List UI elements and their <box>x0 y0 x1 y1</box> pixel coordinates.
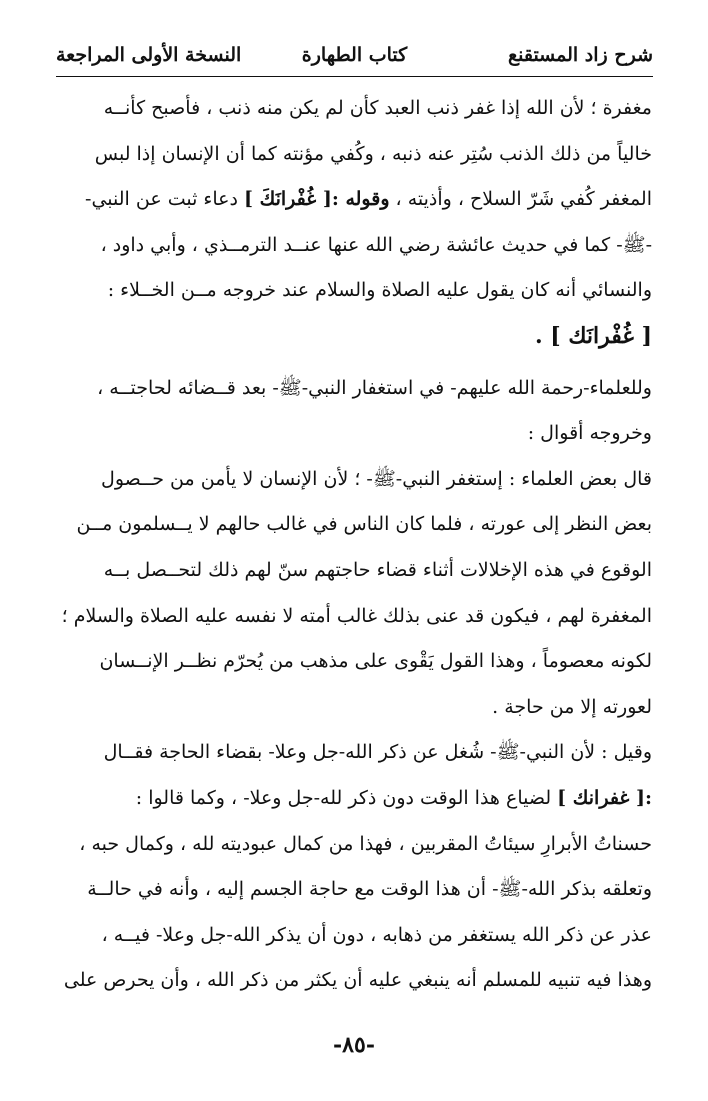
text-line: المغفرة لهم ، فيكون قد عنى بذلك غالب أمته لا نفسه عليه الصلاة والسلام ؛ <box>61 604 652 627</box>
text-line: لعورته إلا من حاجة . <box>492 695 652 718</box>
text-line <box>58 776 652 822</box>
text-line: خالياً من ذلك الذنب سُتِر عنه ذنبه ، وكُفي مؤنته كما أن الإنسان إذا لبس <box>94 142 652 165</box>
running-header <box>56 38 653 74</box>
header-edition-note: النسخة الأولى المراجعة <box>56 44 242 66</box>
quoted-supplication-line: [ غُفْرانَك ] . <box>534 322 652 349</box>
text-line: -ﷺ- كما في حديث عائشة رضي الله عنها عنــد الترمــذي ، وأبي داود ، <box>100 233 652 256</box>
text-line: حسناتُ الأبرارِ سيئاتُ المقربين ، فهذا من كمال عبوديته لله ، وكمال حبه ، <box>79 832 652 855</box>
text-line: قال بعض العلماء : إستغفر النبي-ﷺ- ؛ لأن الإنسان لا يأمن من حــصول <box>101 467 652 490</box>
body-text <box>58 86 652 1004</box>
text-line: وقيل : لأن النبي-ﷺ- شُغل عن ذكر الله-جل وعلا- بقضاء الحاجة فقــال <box>103 741 652 764</box>
text-line: وخروجه أقوال : <box>527 422 652 445</box>
header-divider <box>56 76 653 77</box>
text-line: لكونه معصوماً ، وهذا القول يَقْوى على مذهب من يُحرّم نظــر الإنــسان <box>99 650 652 673</box>
text-segment: المغفر كُفي شَرّ السلاح ، وأذيته ، <box>389 188 652 211</box>
text-line: مغفرة ؛ لأن الله إذا غفر ذنب العبد كأن لم يكن منه ذنب ، فأصبح كأنــه <box>103 97 652 119</box>
text-line: والنسائي أنه كان يقول عليه الصلاة والسلام عند خروجه مــن الخــلاء : <box>107 279 652 302</box>
quoted-supplication: وقوله :[ غُفْرانَكَ ] <box>244 188 390 211</box>
header-book-title: شرح زاد المستقنع <box>507 44 653 66</box>
header-chapter-title: كتاب الطهارة <box>301 44 408 66</box>
text-segment: لضياع هذا الوقت دون ذكر لله-جل وعلا- ، وكما قالوا : <box>135 786 558 809</box>
page-number: -٨٥- <box>333 1032 375 1058</box>
text-line: الوقوع في هذه الإخلالات أثناء قضاء حاجتهم سنّ لهم ذلك لتحــصل بــه <box>103 558 652 581</box>
text-line: وللعلماء-رحمة الله عليهم- في استغفار النبي-ﷺ- بعد قــضائه لحاجتــه ، <box>97 376 652 399</box>
text-segment: دعاء ثبت عن النبي- <box>85 188 244 211</box>
text-line <box>58 177 652 223</box>
text-line: وتعلقه بذكر الله-ﷺ- أن هذا الوقت مع حاجة الجسم إليه ، وأنه في حالــة <box>87 878 652 901</box>
text-line: بعض النظر إلى عورته ، فلما كان الناس في غالب حالهم لا يــسلمون مــن <box>76 513 652 536</box>
text-line: عذر عن ذكر الله يستغفر من ذهابه ، دون أن يذكر الله-جل وعلا- فيــه ، <box>101 923 652 946</box>
text-line: وهذا فيه تنبيه للمسلم أنه ينبغي عليه أن يكثر من ذكر الله ، وأن يحرص على <box>63 969 652 992</box>
quoted-supplication: :[ غفرانك ] <box>557 786 652 809</box>
